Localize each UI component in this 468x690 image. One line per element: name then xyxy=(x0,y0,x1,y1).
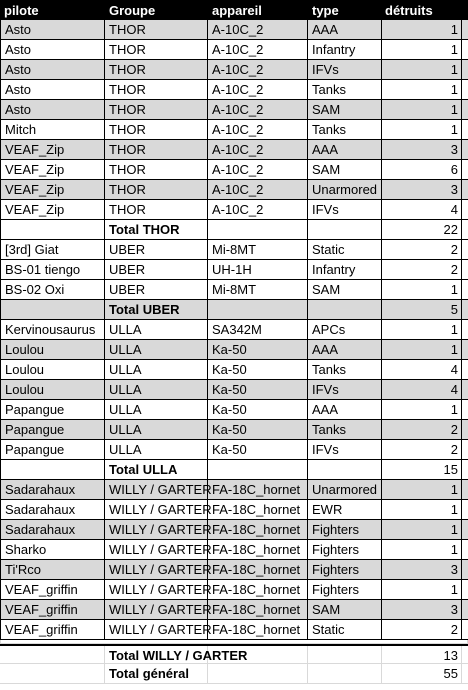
table-cell[interactable]: 3 xyxy=(382,140,462,160)
table-cell[interactable]: FA-18C_hornet xyxy=(208,600,308,620)
table-row xyxy=(0,440,468,460)
table-cell[interactable]: 6 xyxy=(382,160,462,180)
table-cell[interactable]: THOR xyxy=(105,20,208,40)
table-cell[interactable]: 2 xyxy=(382,620,462,640)
table-cell[interactable]: IFVs xyxy=(308,380,382,400)
header-detruits[interactable]: détruits xyxy=(382,0,462,20)
table-cell[interactable]: SA342M xyxy=(208,320,308,340)
table-cell[interactable]: WILLY / GARTER xyxy=(105,580,208,600)
table-cell[interactable]: 1 xyxy=(382,340,462,360)
table-cell[interactable]: IFVs xyxy=(308,60,382,80)
table-row xyxy=(0,140,468,160)
table-cell[interactable]: Papangue xyxy=(0,420,105,440)
table-cell[interactable]: Ka-50 xyxy=(208,380,308,400)
table-cell[interactable]: THOR xyxy=(105,180,208,200)
table-cell[interactable]: Tanks xyxy=(308,420,382,440)
table-cell[interactable]: FA-18C_hornet xyxy=(208,580,308,600)
group-total-row xyxy=(0,460,468,480)
table-row xyxy=(0,420,468,440)
header-pilote[interactable]: pilote xyxy=(0,0,105,20)
table-cell[interactable]: Fighters xyxy=(308,580,382,600)
table-cell-empty[interactable] xyxy=(308,646,382,666)
table-cell-empty[interactable] xyxy=(0,220,105,240)
table-cell[interactable]: Fighters xyxy=(308,520,382,540)
table-cell[interactable]: FA-18C_hornet xyxy=(208,480,308,500)
table-cell[interactable]: THOR xyxy=(105,160,208,180)
table-row xyxy=(0,260,468,280)
table-cell[interactable]: VEAF_griffin xyxy=(0,600,105,620)
table-cell[interactable]: A-10C_2 xyxy=(208,120,308,140)
table-cell[interactable]: Loulou xyxy=(0,360,105,380)
table-cell[interactable]: 1 xyxy=(382,100,462,120)
group-total-value[interactable]: 13 xyxy=(382,646,462,666)
header-row xyxy=(0,0,468,20)
table-cell[interactable]: 1 xyxy=(382,40,462,60)
table-cell[interactable]: Sadarahaux xyxy=(0,500,105,520)
table-cell[interactable]: Papangue xyxy=(0,440,105,460)
table-cell[interactable]: ULLA xyxy=(105,340,208,360)
table-cell[interactable]: 1 xyxy=(382,480,462,500)
table-cell[interactable]: Infantry xyxy=(308,40,382,60)
table-row xyxy=(0,160,468,180)
table-cell[interactable]: THOR xyxy=(105,120,208,140)
table-cell[interactable]: VEAF_Zip xyxy=(0,180,105,200)
table-cell[interactable]: WILLY / GARTER xyxy=(105,520,208,540)
table-cell[interactable]: THOR xyxy=(105,80,208,100)
table-cell-empty[interactable] xyxy=(208,300,308,320)
table-cell-empty[interactable] xyxy=(208,664,308,684)
table-cell[interactable]: VEAF_Zip xyxy=(0,200,105,220)
table-cell[interactable]: 3 xyxy=(382,560,462,580)
group-total-row xyxy=(0,644,468,664)
header-type[interactable]: type xyxy=(308,0,382,20)
table-cell[interactable]: 1 xyxy=(382,280,462,300)
table-row xyxy=(0,380,468,400)
header-appareil[interactable]: appareil xyxy=(208,0,308,20)
table-cell[interactable]: FA-18C_hornet xyxy=(208,500,308,520)
table-cell[interactable]: [3rd] Giat xyxy=(0,240,105,260)
table-row xyxy=(0,80,468,100)
group-total-value[interactable]: 15 xyxy=(382,460,462,480)
table-cell[interactable]: WILLY / GARTER xyxy=(105,620,208,640)
table-cell[interactable]: Ka-50 xyxy=(208,400,308,420)
table-cell[interactable]: 1 xyxy=(382,80,462,100)
table-cell[interactable]: 1 xyxy=(382,580,462,600)
table-cell[interactable]: 1 xyxy=(382,500,462,520)
table-cell[interactable]: BS-02 Oxi xyxy=(0,280,105,300)
table-cell[interactable]: 1 xyxy=(382,400,462,420)
grand-total-row xyxy=(0,664,468,684)
table-cell[interactable]: ULLA xyxy=(105,320,208,340)
table-cell[interactable]: THOR xyxy=(105,140,208,160)
table-cell[interactable]: A-10C_2 xyxy=(208,40,308,60)
group-total-label[interactable]: Total THOR xyxy=(105,220,208,240)
table-cell[interactable]: A-10C_2 xyxy=(208,140,308,160)
table-row xyxy=(0,320,468,340)
table-cell[interactable]: FA-18C_hornet xyxy=(208,620,308,640)
table-cell[interactable]: THOR xyxy=(105,100,208,120)
table-cell[interactable]: Ka-50 xyxy=(208,360,308,380)
table-cell[interactable]: 4 xyxy=(382,200,462,220)
table-cell[interactable]: EWR xyxy=(308,500,382,520)
table-cell[interactable]: THOR xyxy=(105,200,208,220)
table-cell-empty[interactable] xyxy=(0,646,105,666)
table-cell[interactable]: Kervinousaurus xyxy=(0,320,105,340)
group-total-row xyxy=(0,220,468,240)
table-cell[interactable]: 1 xyxy=(382,120,462,140)
table-row xyxy=(0,180,468,200)
table-row xyxy=(0,100,468,120)
table-cell-empty[interactable] xyxy=(0,460,105,480)
table-cell[interactable]: SAM xyxy=(308,100,382,120)
table-cell-empty[interactable] xyxy=(308,300,382,320)
group-total-value[interactable]: 22 xyxy=(382,220,462,240)
table-cell[interactable]: Fighters xyxy=(308,540,382,560)
group-total-label[interactable]: Total WILLY / GARTER xyxy=(105,646,208,666)
table-cell[interactable]: Sharko xyxy=(0,540,105,560)
table-row xyxy=(0,20,468,40)
table-cell[interactable]: WILLY / GARTER xyxy=(105,600,208,620)
table-cell[interactable]: AAA xyxy=(308,140,382,160)
table-body xyxy=(0,20,468,684)
table-cell[interactable]: VEAF_griffin xyxy=(0,620,105,640)
table-cell[interactable]: ULLA xyxy=(105,380,208,400)
table-cell[interactable]: Asto xyxy=(0,80,105,100)
table-cell[interactable]: AAA xyxy=(308,400,382,420)
table-cell-empty[interactable] xyxy=(0,664,105,684)
table-cell-empty[interactable] xyxy=(208,220,308,240)
table-cell[interactable]: WILLY / GARTER xyxy=(105,540,208,560)
table-cell[interactable]: 2 xyxy=(382,440,462,460)
table-row xyxy=(0,200,468,220)
table-cell[interactable]: 3 xyxy=(382,600,462,620)
table-cell[interactable]: FA-18C_hornet xyxy=(208,520,308,540)
table-cell[interactable]: Papangue xyxy=(0,400,105,420)
table-row xyxy=(0,280,468,300)
table-cell-empty[interactable] xyxy=(208,460,308,480)
table-cell[interactable]: Tanks xyxy=(308,80,382,100)
group-total-label[interactable]: Total UBER xyxy=(105,300,208,320)
table-cell[interactable]: Ka-50 xyxy=(208,420,308,440)
table-cell[interactable]: Tanks xyxy=(308,360,382,380)
table-cell[interactable]: AAA xyxy=(308,20,382,40)
table-row xyxy=(0,540,468,560)
table-cell[interactable]: WILLY / GARTER xyxy=(105,560,208,580)
table-row xyxy=(0,60,468,80)
table-cell[interactable]: Ka-50 xyxy=(208,440,308,460)
table-cell[interactable]: 2 xyxy=(382,420,462,440)
table-cell[interactable]: SAM xyxy=(308,600,382,620)
table-cell[interactable]: AAA xyxy=(308,340,382,360)
table-cell[interactable]: BS-01 tiengo xyxy=(0,260,105,280)
table-row xyxy=(0,340,468,360)
grand-total-value[interactable]: 55 xyxy=(382,664,462,684)
table-cell[interactable]: UBER xyxy=(105,260,208,280)
grand-total-label[interactable]: Total général xyxy=(105,664,208,684)
table-cell[interactable]: A-10C_2 xyxy=(208,160,308,180)
table-cell[interactable]: FA-18C_hornet xyxy=(208,540,308,560)
table-cell[interactable]: Asto xyxy=(0,60,105,80)
table-cell[interactable]: IFVs xyxy=(308,440,382,460)
table-cell[interactable]: Ka-50 xyxy=(208,340,308,360)
table-cell[interactable]: Asto xyxy=(0,40,105,60)
table-cell[interactable]: 2 xyxy=(382,240,462,260)
table-cell[interactable]: Sadarahaux xyxy=(0,480,105,500)
table-cell[interactable]: Unarmored xyxy=(308,180,382,200)
table-cell[interactable]: A-10C_2 xyxy=(208,60,308,80)
table-cell[interactable]: 1 xyxy=(382,20,462,40)
table-row xyxy=(0,400,468,420)
table-cell-empty[interactable] xyxy=(308,460,382,480)
table-cell[interactable]: A-10C_2 xyxy=(208,20,308,40)
table-cell[interactable]: Loulou xyxy=(0,340,105,360)
table-cell[interactable]: ULLA xyxy=(105,360,208,380)
table-cell[interactable]: A-10C_2 xyxy=(208,80,308,100)
table-row xyxy=(0,500,468,520)
table-cell[interactable]: A-10C_2 xyxy=(208,100,308,120)
table-cell[interactable]: ULLA xyxy=(105,420,208,440)
table-row xyxy=(0,560,468,580)
table-cell[interactable]: Infantry xyxy=(308,260,382,280)
table-cell[interactable]: THOR xyxy=(105,60,208,80)
table-row xyxy=(0,520,468,540)
table-cell[interactable]: FA-18C_hornet xyxy=(208,560,308,580)
table-cell[interactable]: Tanks xyxy=(308,120,382,140)
table-cell[interactable]: UH-1H xyxy=(208,260,308,280)
table-row xyxy=(0,240,468,260)
table-cell[interactable]: 1 xyxy=(382,60,462,80)
table-cell[interactable]: Asto xyxy=(0,100,105,120)
table-cell[interactable]: THOR xyxy=(105,40,208,60)
table-cell[interactable]: A-10C_2 xyxy=(208,180,308,200)
table-cell[interactable]: Asto xyxy=(0,20,105,40)
table-cell[interactable]: Sadarahaux xyxy=(0,520,105,540)
table-cell[interactable]: SAM xyxy=(308,160,382,180)
table-cell[interactable]: UBER xyxy=(105,280,208,300)
table-cell[interactable]: 1 xyxy=(382,320,462,340)
table-row xyxy=(0,600,468,620)
table-row xyxy=(0,480,468,500)
table-cell-empty[interactable] xyxy=(308,664,382,684)
table-cell[interactable]: Mi-8MT xyxy=(208,240,308,260)
table-cell[interactable]: VEAF_Zip xyxy=(0,140,105,160)
table-cell[interactable]: 3 xyxy=(382,180,462,200)
table-row xyxy=(0,580,468,600)
table-cell[interactable]: Unarmored xyxy=(308,480,382,500)
table-cell[interactable]: Static xyxy=(308,240,382,260)
table-cell[interactable]: UBER xyxy=(105,240,208,260)
table-row xyxy=(0,120,468,140)
table-row xyxy=(0,620,468,640)
table-row xyxy=(0,40,468,60)
header-groupe[interactable]: Groupe xyxy=(105,0,208,20)
table-cell[interactable]: Mitch xyxy=(0,120,105,140)
table-cell[interactable]: VEAF_Zip xyxy=(0,160,105,180)
table-cell[interactable]: Loulou xyxy=(0,380,105,400)
table-cell-empty[interactable] xyxy=(308,220,382,240)
group-total-value[interactable]: 5 xyxy=(382,300,462,320)
table-cell[interactable]: WILLY / GARTER xyxy=(105,480,208,500)
table-cell-empty[interactable] xyxy=(208,646,308,666)
table-cell[interactable]: 4 xyxy=(382,380,462,400)
table-cell[interactable]: A-10C_2 xyxy=(208,200,308,220)
table-cell[interactable]: ULLA xyxy=(105,440,208,460)
table-row xyxy=(0,360,468,380)
table-cell[interactable]: Ti'Rco xyxy=(0,560,105,580)
table-cell[interactable]: 2 xyxy=(382,260,462,280)
table-cell[interactable]: 4 xyxy=(382,360,462,380)
table-cell[interactable]: ULLA xyxy=(105,400,208,420)
group-total-label[interactable]: Total ULLA xyxy=(105,460,208,480)
table-cell[interactable]: Fighters xyxy=(308,560,382,580)
table-cell[interactable]: 1 xyxy=(382,540,462,560)
table-cell[interactable]: IFVs xyxy=(308,200,382,220)
table-cell[interactable]: SAM xyxy=(308,280,382,300)
table-cell-empty[interactable] xyxy=(0,300,105,320)
table-cell[interactable]: 1 xyxy=(382,520,462,540)
table-cell[interactable]: APCs xyxy=(308,320,382,340)
table-cell[interactable]: Mi-8MT xyxy=(208,280,308,300)
group-total-row xyxy=(0,300,468,320)
table-cell[interactable]: VEAF_griffin xyxy=(0,580,105,600)
table-cell[interactable]: WILLY / GARTER xyxy=(105,500,208,520)
table-cell[interactable]: Static xyxy=(308,620,382,640)
